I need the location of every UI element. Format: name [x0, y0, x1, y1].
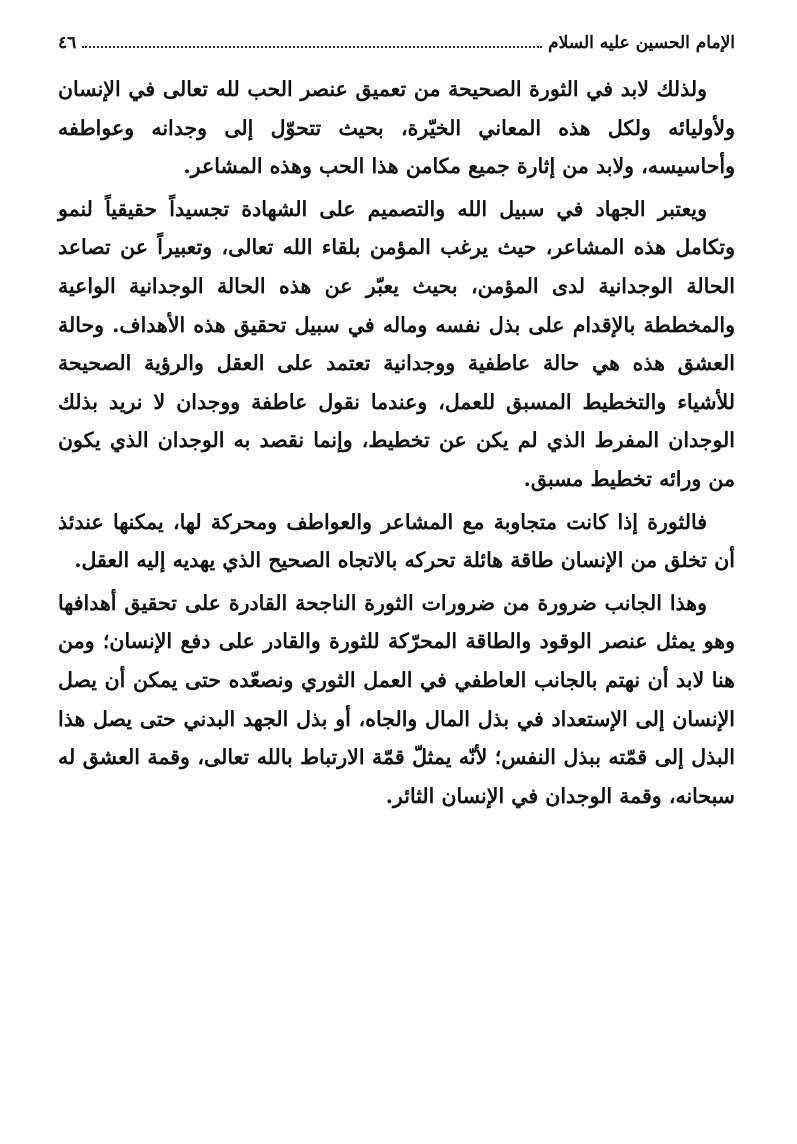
leader-dots	[82, 46, 542, 48]
body-text	[58, 70, 735, 815]
running-head-title: الإمام الحسين عليه السلام	[548, 33, 735, 53]
paragraph: ويعتبر الجهاد في سبيل الله والتصميم على الشهادة تجسيداً حقيقياً لنمو وتكامل هذه المشاعر، حيث يرغب المؤمن بلقاء الله تعالى، وتعبيراً عن تصاعد الحالة الوجدانية لدى المؤمن، بحيث يعبّر عن هذه الحالة الوجدانية الواعية والمخططة بالإقدام على بذل نفسه وماله في سبيل تحقيق هذه الأهداف. وحالة العشق هذه هي حالة عاطفية ووجدانية تعتمد على العقل والرؤية الصحيحة للأشياء والتخطيط المسبق للعمل، وعندما نقول عاطفة ووجدان لا نريد بذلك الوجدان المفرط الذي لم يكن عن تخطيط، وإنما نقصد به الوجدان الذي يكون من ورائه تخطيط مسبق.	[58, 196, 735, 491]
running-header	[58, 28, 735, 58]
page-number: ٤٦	[58, 33, 77, 53]
paragraph: وهذا الجانب ضرورة من ضرورات الثورة الناجحة القادرة على تحقيق أهدافها وهو يمثل عنصر الوقود والطاقة المحرّكة للثورة والقادر على دفع الإنسان؛ ومن هنا لابد أن نهتم بالجانب العاطفي في العمل الثوري ونصعّده حتى يمكن أن يصل الإنسان إلى الإستعداد في بذل المال والجاه، أو بذل الجهد البدني حتى يصل هذا البذل إلى قمّته ببذل النفس؛ لأنّه يمثلّ قمّة الارتباط بالله تعالى، وقمة العشق له سبحانه، وقمة الوجدان في الإنسان الثائر.	[58, 590, 736, 808]
paragraph: فالثورة إذا كانت متجاوبة مع المشاعر والعواطف ومحركة لها، يمكنها عندئذ أن تخلق من الإنسان طاقة هائلة تحركه بالاتجاه الصحيح الذي يهديه إليه العقل.	[58, 509, 735, 573]
book-page	[58, 28, 735, 1144]
paragraph: ولذلك لابد في الثورة الصحيحة من تعميق عنصر الحب لله تعالى في الإنسان ولأوليائه ولكل هذه المعاني الخيّرة، بحيث تتحوّل إلى وجدانه وعواطفه وأحاسيسه، ولابد من إثارة جميع مكامن هذا الحب وهذه المشاعر.	[58, 77, 735, 179]
